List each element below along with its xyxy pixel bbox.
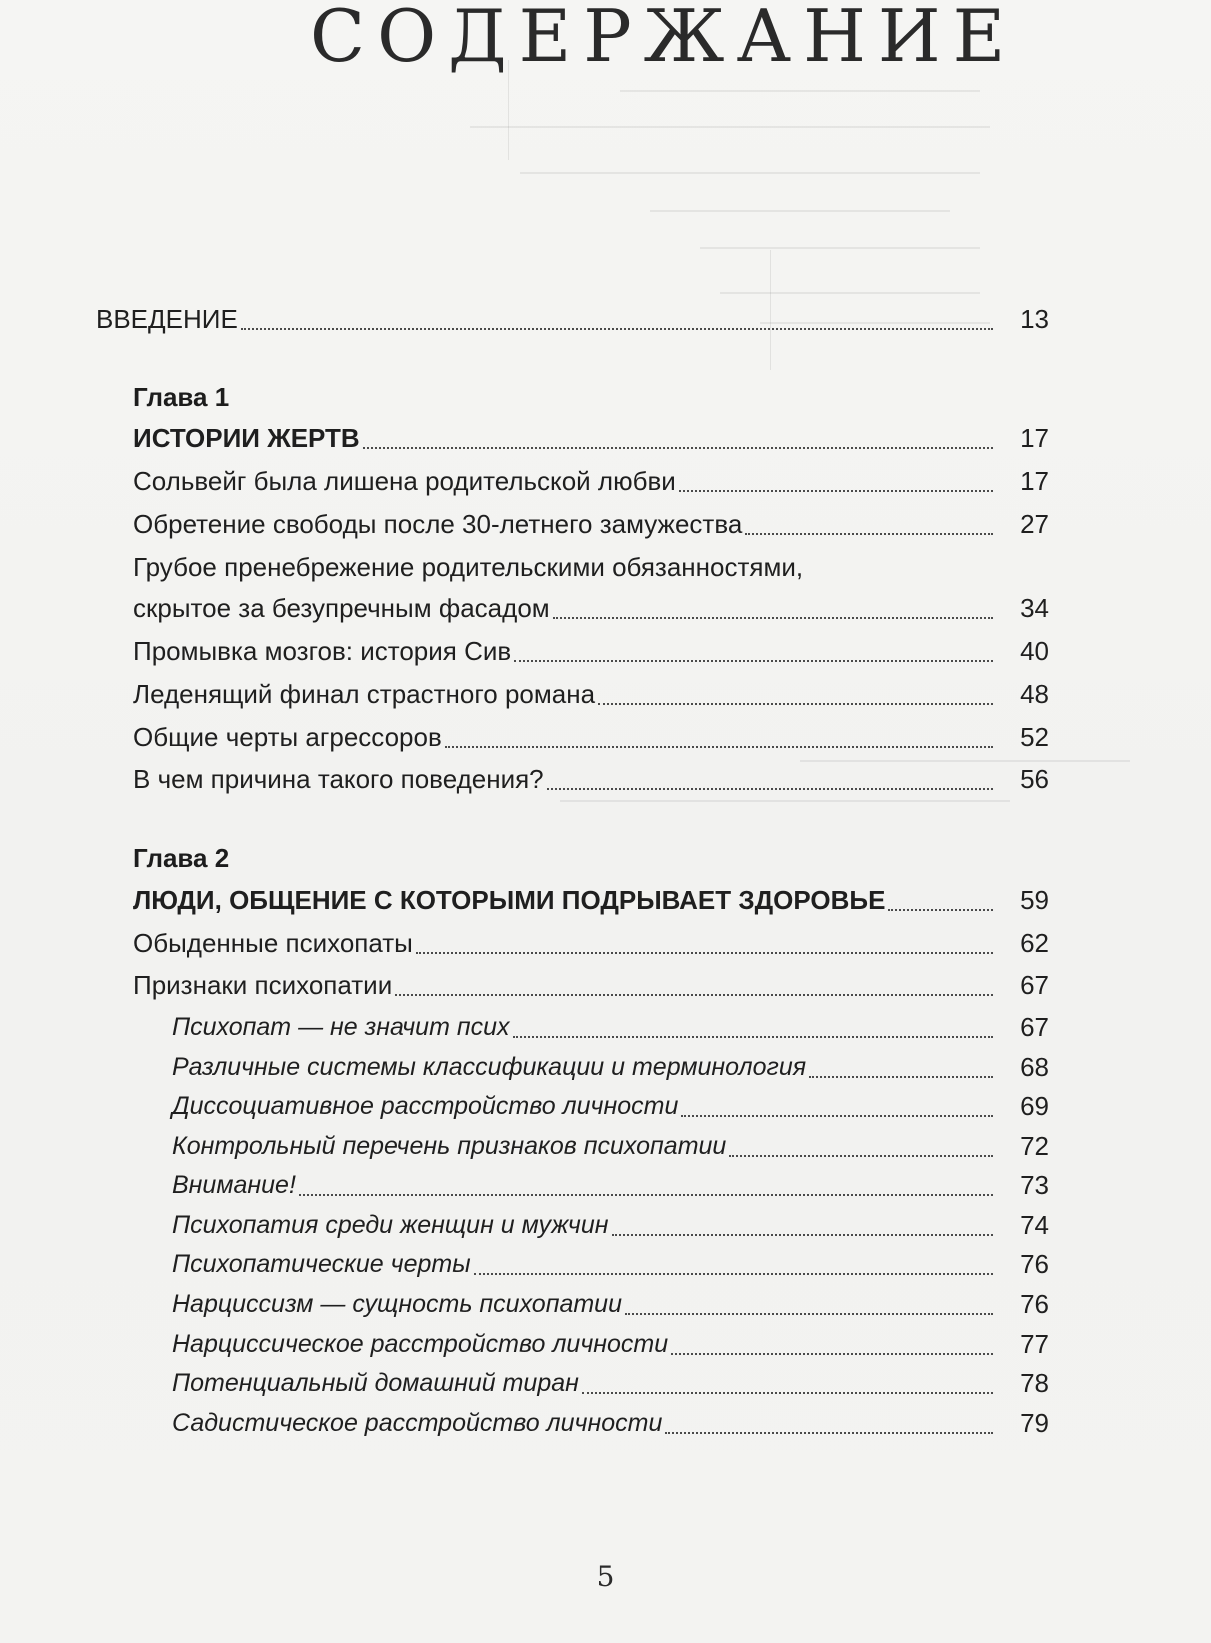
toc-page-number: 67 — [1020, 1012, 1049, 1042]
toc-entry-label: ИСТОРИИ ЖЕРТВ — [133, 423, 360, 453]
toc-entry-label: Психопатические черты — [172, 1250, 471, 1278]
toc-entry-introduction[interactable] — [96, 291, 1049, 335]
toc-entry-label: ВВЕДЕНИЕ — [96, 304, 238, 334]
toc-entry-label: скрытое за безупречным фасадом — [133, 593, 550, 623]
toc-entry-label: Диссоциативное расстройство личности — [172, 1092, 679, 1120]
dot-leader — [445, 746, 993, 748]
toc-page-number: 13 — [1020, 304, 1049, 334]
toc-entry-label: Сольвейг была лишена родительской любви — [133, 466, 676, 496]
toc-subentry[interactable] — [172, 1197, 1049, 1241]
toc-entry-label: Садистическое расстройство личности — [172, 1409, 663, 1437]
dot-leader — [513, 1036, 993, 1038]
dot-leader — [745, 533, 993, 535]
toc-entry[interactable] — [133, 666, 1049, 710]
toc-entry-label: Общие черты агрессоров — [133, 722, 442, 752]
toc-entry-label: Леденящий финал страстного романа — [133, 679, 596, 709]
toc-page-number: 62 — [1020, 928, 1049, 958]
dot-leader — [514, 660, 993, 662]
toc-entry[interactable] — [133, 915, 1049, 959]
toc-entry-label: Нарциссизм — сущность психопатии — [172, 1290, 622, 1318]
toc-entry-label: Промывка мозгов: история Сив — [133, 636, 512, 666]
toc-entry-label: Психопат — не значит псих — [172, 1013, 510, 1041]
toc-page-number: 17 — [1020, 423, 1049, 453]
toc-entry-label: Обыденные психопаты — [133, 928, 413, 958]
dot-leader — [625, 1313, 993, 1315]
toc-page-number: 34 — [1020, 593, 1049, 623]
dot-leader — [299, 1194, 993, 1196]
toc-page-number: 76 — [1020, 1289, 1049, 1319]
dot-leader — [395, 994, 993, 996]
toc-entry[interactable] — [133, 496, 1049, 540]
chapter-2-label: Глава 2 — [133, 843, 230, 873]
toc-entry-label: Внимание! — [172, 1171, 296, 1199]
toc-page-number: 72 — [1020, 1131, 1049, 1161]
dot-leader — [681, 1115, 993, 1117]
toc-entry-label: Признаки психопатии — [133, 970, 393, 1000]
toc-page-number: 52 — [1020, 722, 1049, 752]
page-number: 5 — [596, 1560, 615, 1593]
toc-entry-label: Потенциальный домашний тиран — [172, 1369, 579, 1397]
toc-page-number: 69 — [1020, 1091, 1049, 1121]
dot-leader — [363, 447, 993, 449]
toc-subentry[interactable] — [172, 1236, 1049, 1280]
toc-entry-label: Грубое пренебрежение родительскими обязанностями, — [133, 552, 804, 582]
toc-page-number: 68 — [1020, 1052, 1049, 1082]
toc-page-number: 76 — [1020, 1249, 1049, 1279]
dot-leader — [665, 1432, 993, 1434]
dot-leader — [553, 617, 993, 619]
dot-leader — [547, 788, 993, 790]
toc-subentry[interactable] — [172, 1118, 1049, 1162]
chapter-1-label: Глава 1 — [133, 382, 230, 412]
toc-page-number: 56 — [1020, 764, 1049, 794]
dot-leader — [679, 490, 993, 492]
toc-subentry[interactable] — [172, 1316, 1049, 1360]
toc-page-number: 74 — [1020, 1210, 1049, 1240]
toc-entry-label: Различные системы классификации и терминология — [172, 1053, 807, 1081]
toc-page-number: 27 — [1020, 509, 1049, 539]
dot-leader — [582, 1392, 993, 1394]
toc-entry[interactable] — [133, 453, 1049, 497]
page-title: СОДЕРЖАНИЕ — [310, 0, 1018, 78]
toc-entry[interactable] — [133, 709, 1049, 753]
dot-leader — [888, 909, 993, 911]
toc-entry-line-2[interactable] — [133, 580, 1049, 624]
dot-leader — [416, 952, 993, 954]
toc-page-number: 79 — [1020, 1408, 1049, 1438]
toc-subentry[interactable] — [172, 1395, 1049, 1439]
toc-page-number: 48 — [1020, 679, 1049, 709]
toc-chapter-1-title[interactable] — [133, 410, 1049, 454]
dot-leader — [474, 1273, 993, 1275]
toc-entry-label: Контрольный перечень признаков психопатии — [172, 1132, 727, 1160]
toc-page-number: 78 — [1020, 1368, 1049, 1398]
toc-entry-label: Психопатия среди женщин и мужчин — [172, 1211, 609, 1239]
toc-page-number: 77 — [1020, 1329, 1049, 1359]
toc-chapter-2-title[interactable] — [133, 872, 1049, 916]
toc-entry-line-1[interactable] — [133, 539, 1049, 583]
toc-entry[interactable] — [133, 623, 1049, 667]
toc-entry[interactable] — [133, 751, 1049, 795]
toc-page-number: 17 — [1020, 466, 1049, 496]
toc-entry[interactable] — [133, 957, 1049, 1001]
toc-subentry[interactable] — [172, 1355, 1049, 1399]
toc-subentry[interactable] — [172, 999, 1049, 1043]
toc-subentry[interactable] — [172, 1039, 1049, 1083]
toc-entry-label: Обретение свободы после 30-летнего замужества — [133, 509, 743, 539]
dot-leader — [241, 328, 993, 330]
toc-entry-label: Нарциссическое расстройство личности — [172, 1330, 669, 1358]
toc-entry-label: ЛЮДИ, ОБЩЕНИЕ С КОТОРЫМИ ПОДРЫВАЕТ ЗДОРОВЬЕ — [133, 885, 886, 915]
toc-page-number: 40 — [1020, 636, 1049, 666]
toc-page-number: 59 — [1020, 885, 1049, 915]
toc-page-number: 73 — [1020, 1170, 1049, 1200]
toc-entry-label: В чем причина такого поведения? — [133, 764, 544, 794]
toc-page-number: 67 — [1020, 970, 1049, 1000]
toc-subentry[interactable] — [172, 1157, 1049, 1201]
toc-subentry[interactable] — [172, 1276, 1049, 1320]
dot-leader — [598, 703, 993, 705]
toc-subentry[interactable] — [172, 1078, 1049, 1122]
